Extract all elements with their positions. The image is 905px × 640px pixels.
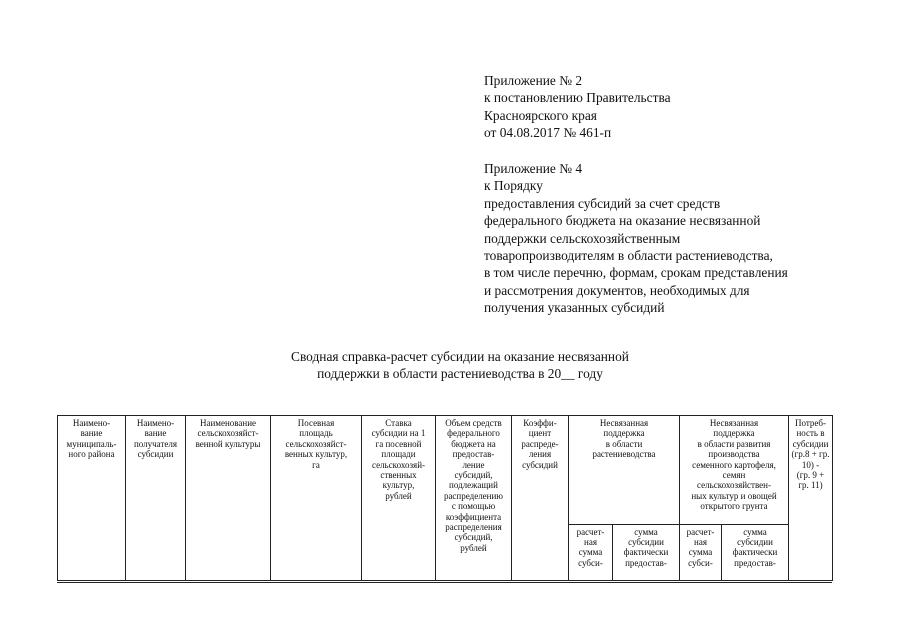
appendix-2-block: Приложение № 2 к постановлению Правительства Красноярского края от 04.08.2017 № 461-п bbox=[484, 73, 671, 141]
document-title bbox=[200, 348, 720, 383]
appendix-4-block: Приложение № 4 к Порядку предоставления субсидий за счет средств федерального бюджета на оказание несвязанной поддержки сельскохозяйственным товаропроизводителям в области растениеводства, в том числе перечню, формам, срокам представления и рассмотрения документов, необходимых для получения указанных субсидий bbox=[484, 161, 788, 316]
header-municipal-district-text: Наимено- вание муниципаль- ного района bbox=[66, 418, 117, 460]
header-distribution-coefficient bbox=[512, 416, 569, 581]
subsidy-calculation-table bbox=[57, 415, 833, 581]
document-title-line-2: поддержки в области растениеводства в 20__ году bbox=[317, 366, 603, 382]
subheader-seed-actual-sum-text: сумма субсидии фактически предостав- bbox=[732, 526, 778, 568]
header-sown-area bbox=[271, 416, 362, 581]
header-subsidy-rate bbox=[362, 416, 436, 581]
document-title-line-1: Сводная справка-расчет субсидии на оказание несвязанной bbox=[291, 349, 629, 364]
header-municipal-district bbox=[58, 416, 126, 581]
header-group-crop-support bbox=[569, 416, 680, 525]
header-subsidy-rate-text: Ставка субсидии на 1 га посевной площади сельскохозяй- ственных культур, рублей bbox=[371, 418, 426, 501]
header-crop-name-text: Наименование сельскохозяйст- венной культуры bbox=[195, 418, 261, 449]
header-subsidy-need-text: Потреб- ность в субсидии (гр.8 + гр. 10) - (гр. 9 + гр. 11) bbox=[791, 418, 830, 491]
subheader-seed-actual-sum bbox=[722, 524, 789, 580]
header-group-crop-support-text: Несвязанная поддержка в области растениеводства bbox=[592, 418, 656, 460]
header-recipient-name-text: Наимено- вание получателя субсидии bbox=[133, 418, 178, 460]
header-crop-name bbox=[186, 416, 271, 581]
header-group-seed-support-text: Несвязанная поддержка в области развития производства семенного картофеля, семян сельскохозяйствен- ных культур и овощей открытого грунта bbox=[691, 418, 777, 512]
header-recipient-name bbox=[126, 416, 186, 581]
subheader-crop-calculated-sum-text: расчет- ная сумма субси- bbox=[576, 526, 605, 568]
header-federal-budget-volume-text: Объем средств федерального бюджета на предостав- ление субсидий, подлежащий распределению с помощью коэффициента распределения субсидий, рублей bbox=[443, 418, 504, 553]
header-distribution-coefficient-text: Коэффи- циент распреде- ления субсидий bbox=[521, 418, 559, 470]
subheader-seed-calculated-sum-text: расчет- ная сумма субси- bbox=[686, 526, 715, 568]
subheader-seed-calculated-sum bbox=[680, 524, 722, 580]
header-subsidy-need bbox=[789, 416, 833, 581]
table-bottom-rule bbox=[57, 582, 832, 583]
subheader-crop-actual-sum-text: сумма субсидии фактически предостав- bbox=[623, 526, 669, 568]
header-group-seed-support bbox=[680, 416, 789, 525]
header-sown-area-text: Посевная площадь сельскохозяйст- венных культур, га bbox=[284, 418, 348, 470]
header-federal-budget-volume bbox=[436, 416, 512, 581]
subheader-crop-actual-sum bbox=[613, 524, 680, 580]
subheader-crop-calculated-sum bbox=[569, 524, 613, 580]
